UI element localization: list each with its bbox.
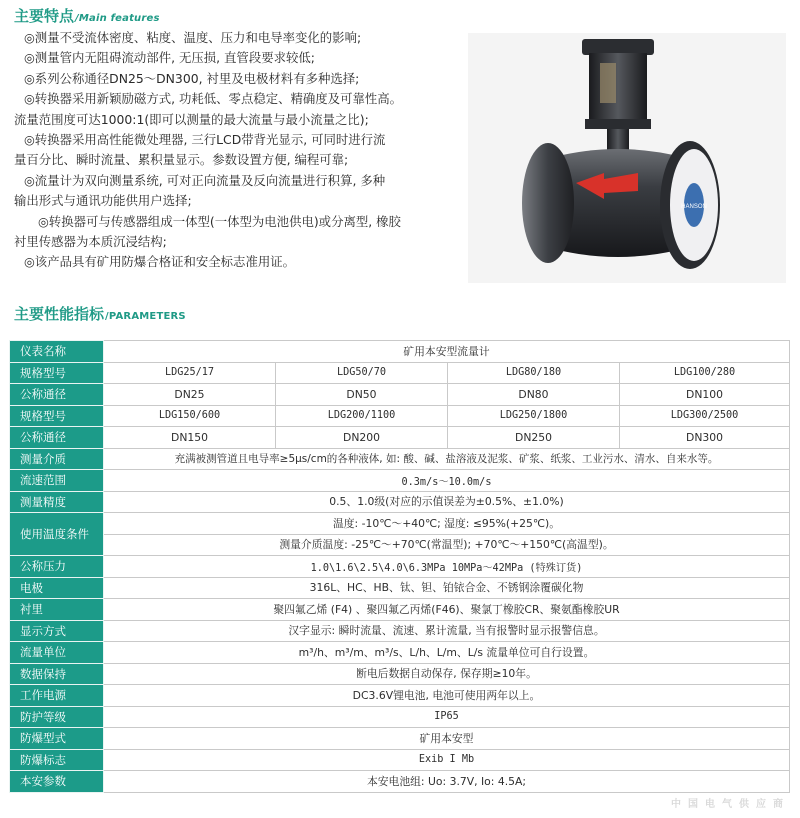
table-row — [10, 341, 790, 363]
feature-line: ◎转换器采用新颖励磁方式, 功耗低、零点稳定、精确度及可靠性高。 — [24, 91, 403, 107]
row-value: 本安电池组: Uo: 3.7V, Io: 4.5A; — [104, 771, 790, 793]
row-label: 测量介质 — [10, 448, 104, 470]
features-title: 主要特点 — [14, 7, 75, 25]
parameters-title: 主要性能指标 — [14, 305, 105, 323]
row-value: 矿用本安型流量计 — [104, 341, 790, 363]
row-value: 断电后数据自动保存, 保存期≥10年。 — [104, 663, 790, 685]
row-value: 矿用本安型 — [104, 728, 790, 750]
parameters-table — [9, 340, 790, 793]
table-row — [10, 771, 790, 793]
feature-line: ◎测量管内无阻碍流动部件, 无压损, 直管段要求较低; — [24, 50, 315, 66]
row-value: 汉字显示: 瞬时流量、流速、累计流量, 当有报警时显示报警信息。 — [104, 620, 790, 642]
feature-line: 量百分比、瞬时流量、累积量显示。参数设置方便, 编程可靠; — [14, 152, 349, 168]
feature-line: ◎系列公称通径DN25～DN300, 衬里及电极材料有多种选择; — [24, 70, 360, 86]
spec-cell: LDG250/1800 — [448, 405, 620, 427]
table-row — [10, 513, 790, 535]
watermark: 中国电气供应商 — [671, 799, 790, 810]
row-label: 工作电源 — [10, 685, 104, 707]
row-value: IP65 — [104, 706, 790, 728]
table-row — [10, 685, 790, 707]
table-row — [10, 620, 790, 642]
row-value: 0.5、1.0级(对应的示值误差为±0.5%、±1.0%) — [104, 491, 790, 513]
dn-cell: DN25 — [104, 384, 276, 406]
table-row — [10, 577, 790, 599]
parameters-heading — [14, 303, 186, 324]
row-value: 1.0\1.6\2.5\4.0\6.3MPa 10MPa～42MPa (特殊订货) — [104, 556, 790, 578]
table-row — [10, 728, 790, 750]
converter-body — [589, 53, 647, 123]
table-row — [10, 663, 790, 685]
dn-cell: DN150 — [104, 427, 276, 449]
row-label: 衬里 — [10, 599, 104, 621]
feature-line: ◎转换器可与传感器组成一体型(一体型为电池供电)或分离型, 橡胶 — [38, 213, 401, 229]
dn-cell: DN250 — [448, 427, 620, 449]
spec-cell: LDG300/2500 — [620, 405, 790, 427]
row-value: 温度: -10℃～+40℃; 湿度: ≤95%(+25℃)。 — [104, 513, 790, 535]
row-value: 0.3m/s～10.0m/s — [104, 470, 790, 492]
row-label: 公称压力 — [10, 556, 104, 578]
row-value: DC3.6V锂电池, 电池可使用两年以上。 — [104, 685, 790, 707]
table-row — [10, 427, 790, 449]
row-label: 规格型号 — [10, 405, 104, 427]
row-label: 数据保持 — [10, 663, 104, 685]
row-value: 充满被测管道且电导率≥5μs/cm的各种液体, 如: 酸、碱、盐溶液及泥浆、矿浆、纸浆、工业污水、清水、自来水等。 — [104, 448, 790, 470]
spec-cell: LDG25/17 — [104, 362, 276, 384]
brand-badge-text: HANSON — [681, 204, 707, 210]
dn-cell: DN100 — [620, 384, 790, 406]
flowmeter-illustration — [468, 33, 786, 283]
table-row — [10, 599, 790, 621]
row-label: 使用温度条件 — [10, 513, 104, 556]
row-value: 测量介质温度: -25℃～+70℃(常温型); +70℃～+150℃(高温型)。 — [104, 534, 790, 556]
left-flange — [522, 143, 574, 263]
dn-cell: DN300 — [620, 427, 790, 449]
row-label: 公称通径 — [10, 384, 104, 406]
table-row — [10, 749, 790, 771]
table-row — [10, 534, 790, 556]
table-row — [10, 642, 790, 664]
feature-line: ◎该产品具有矿用防爆合格证和安全标志准用证。 — [24, 254, 296, 270]
spec-cell: LDG100/280 — [620, 362, 790, 384]
feature-line: ◎测量不受流体密度、粘度、温度、压力和电导率变化的影响; — [24, 30, 362, 45]
row-label: 防护等级 — [10, 706, 104, 728]
feature-line: 衬里传感器为本质沉浸结构; — [14, 233, 167, 249]
feature-line: ◎流量计为双向测量系统, 可对正向流量及反向流量进行积算, 多种 — [24, 172, 386, 188]
product-photo — [468, 33, 786, 283]
features-title-en: /Main features — [75, 13, 160, 24]
features-list — [14, 28, 464, 273]
table-row — [10, 706, 790, 728]
table-row — [10, 405, 790, 427]
table-row — [10, 384, 790, 406]
table-row — [10, 491, 790, 513]
features-heading — [14, 5, 160, 26]
row-label: 显示方式 — [10, 620, 104, 642]
table-row — [10, 448, 790, 470]
row-value: 316L、HC、HB、钛、钽、铂铱合金、不锈钢涂覆碳化物 — [104, 577, 790, 599]
feature-line: ◎转换器采用高性能微处理器, 三行LCD带背光显示, 可同时进行流 — [24, 131, 386, 147]
row-label: 规格型号 — [10, 362, 104, 384]
converter-collar — [585, 119, 651, 129]
row-label: 电极 — [10, 577, 104, 599]
table-row — [10, 362, 790, 384]
row-label: 防爆型式 — [10, 728, 104, 750]
row-label: 本安参数 — [10, 771, 104, 793]
parameters-title-en: /PARAMETERS — [105, 311, 186, 322]
feature-line: 输出形式与通讯功能供用户选择; — [14, 193, 192, 209]
row-value: Exib I Mb — [104, 749, 790, 771]
row-label: 防爆标志 — [10, 749, 104, 771]
feature-line: 流量范围度可达1000:1(即可以测量的最大流量与最小流量之比); — [14, 111, 369, 127]
spec-cell: LDG150/600 — [104, 405, 276, 427]
spec-cell: LDG50/70 — [276, 362, 448, 384]
converter-cap — [582, 39, 654, 55]
spec-cell: LDG200/1100 — [276, 405, 448, 427]
row-label: 仪表名称 — [10, 341, 104, 363]
nameplate — [600, 63, 616, 103]
row-value: m³/h、m³/m、m³/s、L/h、L/m、L/s 流量单位可自行设置。 — [104, 642, 790, 664]
dn-cell: DN50 — [276, 384, 448, 406]
row-label: 流量单位 — [10, 642, 104, 664]
spec-cell: LDG80/180 — [448, 362, 620, 384]
table-row — [10, 556, 790, 578]
row-label: 流速范围 — [10, 470, 104, 492]
dn-cell: DN200 — [276, 427, 448, 449]
dn-cell: DN80 — [448, 384, 620, 406]
table-row — [10, 470, 790, 492]
row-value: 聚四氟乙烯 (F4) 、聚四氟乙丙烯(F46)、聚氯丁橡胶CR、聚氨酯橡胶UR — [104, 599, 790, 621]
row-label: 公称通径 — [10, 427, 104, 449]
row-label: 测量精度 — [10, 491, 104, 513]
